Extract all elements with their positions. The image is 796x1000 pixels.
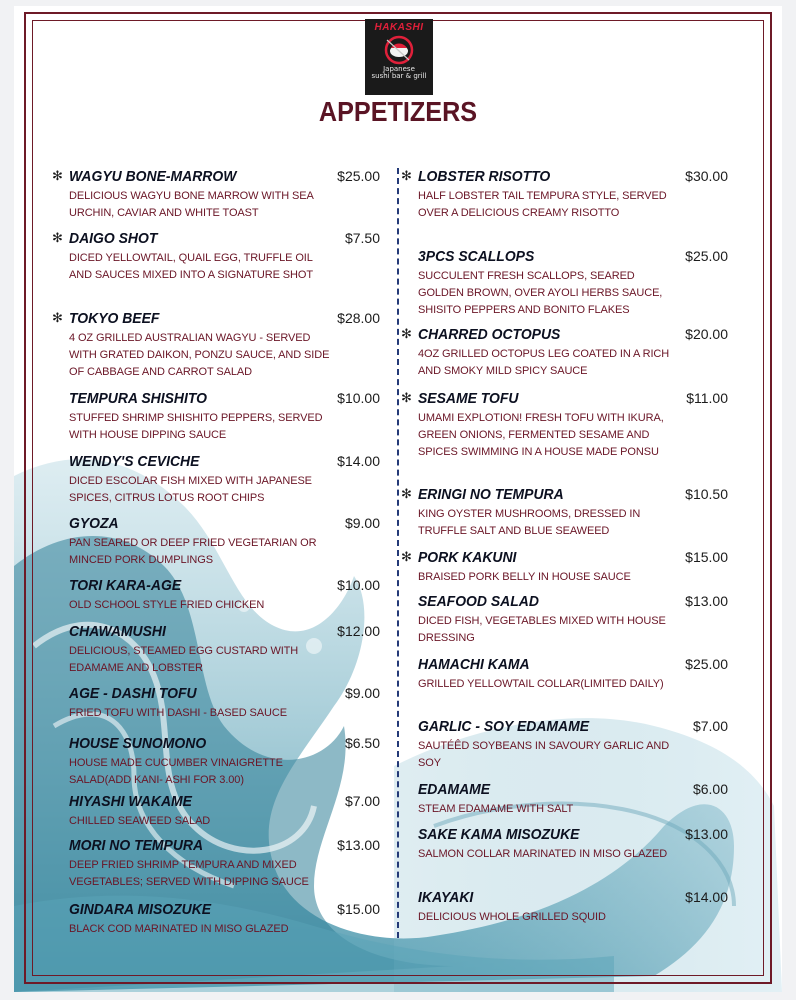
menu-item-description: SUCCULENT FRESH SCALLOPS, SEARED GOLDEN BROWN, OVER AYOLI HERBS SAUCE, SHISITO PEPPERS AND BONITO FLAKES bbox=[418, 270, 663, 316]
menu-item-name: DAIGO SHOT bbox=[69, 230, 158, 247]
menu-item-name: SEAFOOD SALAD bbox=[418, 593, 539, 610]
menu-item-price: $15.00 bbox=[685, 549, 728, 565]
menu-item-price: $25.00 bbox=[685, 248, 728, 264]
menu-item-description: BLACK COD MARINATED IN MISO GLAZED bbox=[69, 923, 289, 935]
menu-item-name: CHARRED OCTOPUS bbox=[418, 326, 561, 343]
menu-item-price: $25.00 bbox=[685, 656, 728, 672]
menu-item-name: HIYASHI WAKAME bbox=[69, 793, 192, 810]
menu-item-price: $10.00 bbox=[337, 577, 380, 593]
menu-item-name: TORI KARA-AGE bbox=[69, 577, 182, 594]
menu-item-name: WAGYU BONE-MARROW bbox=[69, 168, 237, 185]
logo-subtitle-1: Japanese bbox=[383, 65, 415, 73]
menu-item-description: STEAM EDAMAME WITH SALT bbox=[418, 803, 574, 815]
menu-item-description: 4OZ GRILLED OCTOPUS LEG COATED IN A RICH AND SMOKY MILD SPICY SAUCE bbox=[418, 348, 670, 377]
menu-item-description: DEEP FRIED SHRIMP TEMPURA AND MIXED VEGETABLES; SERVED WITH DIPPING SAUCE bbox=[69, 859, 309, 888]
menu-item-price: $9.00 bbox=[344, 515, 380, 531]
menu-item-description: GRILLED YELLOWTAIL COLLAR(LIMITED DAILY) bbox=[418, 678, 664, 690]
menu-item-name: IKAYAKI bbox=[418, 889, 474, 906]
menu-item-name: TEMPURA SHISHITO bbox=[69, 390, 207, 407]
menu-item-price: $10.50 bbox=[685, 486, 728, 502]
asterisk-star-icon: ✻ bbox=[401, 550, 412, 565]
menu-item-description: 4 OZ GRILLED AUSTRALIAN WAGYU - SERVED WITH GRATED DAIKON, PONZU SAUCE, AND SIDE OF CABBAGE AND CARROT SALAD bbox=[69, 332, 330, 378]
menu-item-price: $13.00 bbox=[685, 826, 728, 842]
menu-item-name: GINDARA MISOZUKE bbox=[69, 901, 212, 918]
menu-item-description: DICED ESCOLAR FISH MIXED WITH JAPANESE SPICES, CITRUS LOTUS ROOT CHIPS bbox=[69, 475, 312, 504]
menu-item-price: $20.00 bbox=[685, 326, 728, 342]
menu-item-name: SESAME TOFU bbox=[418, 390, 519, 407]
menu-item-description: KING OYSTER MUSHROOMS, DRESSED IN TRUFFLE SALT AND BLUE SEAWEED bbox=[418, 508, 641, 537]
asterisk-star-icon: ✻ bbox=[52, 311, 63, 326]
menu-item-description: HALF LOBSTER TAIL TEMPURA STYLE, SERVED OVER A DELICIOUS CREAMY RISOTTO bbox=[418, 190, 667, 219]
menu-item-description: CHILLED SEAWEED SALAD bbox=[69, 815, 211, 827]
menu-item-description: DICED YELLOWTAIL, QUAIL EGG, TRUFFLE OIL AND SAUCES MIXED INTO A SIGNATURE SHOT bbox=[69, 252, 313, 281]
menu-item-description: OLD SCHOOL STYLE FRIED CHICKEN bbox=[69, 599, 265, 611]
menu-item-price: $13.00 bbox=[685, 593, 728, 609]
menu-item-description: SAUTÉÊD SOYBEANS IN SAVOURY GARLIC AND SOY bbox=[418, 740, 670, 769]
menu-item-name: TOKYO BEEF bbox=[69, 310, 160, 327]
menu-item-description: SALMON COLLAR MARINATED IN MISO GLAZED bbox=[418, 848, 668, 860]
menu-item-price: $10.00 bbox=[337, 390, 380, 406]
menu-item-price: $28.00 bbox=[337, 310, 380, 326]
menu-page bbox=[14, 6, 782, 992]
asterisk-star-icon: ✻ bbox=[52, 231, 63, 246]
menu-item-name: GARLIC - SOY EDAMAME bbox=[418, 718, 590, 735]
menu-item-name: MORI NO TEMPURA bbox=[69, 837, 204, 854]
menu-item-price: $12.00 bbox=[337, 623, 380, 639]
menu-item-price: $14.00 bbox=[337, 453, 380, 469]
asterisk-star-icon: ✻ bbox=[401, 169, 412, 184]
menu-item-name: SAKE KAMA MISOZUKE bbox=[418, 826, 580, 843]
menu-item-name: WENDY'S CEVICHE bbox=[69, 453, 200, 470]
menu-item-description: DELICIOUS WAGYU BONE MARROW WITH SEA URCHIN, CAVIAR AND WHITE TOAST bbox=[69, 190, 314, 219]
menu-item-name: GYOZA bbox=[69, 515, 119, 532]
menu-item-name: LOBSTER RISOTTO bbox=[418, 168, 551, 185]
menu-item-description: HOUSE MADE CUCUMBER VINAIGRETTE SALAD(ADD KANI- ASHI FOR 3.00) bbox=[69, 757, 283, 786]
logo-brand: HAKASHI bbox=[374, 22, 424, 33]
menu-item-description: DICED FISH, VEGETABLES MIXED WITH HOUSE DRESSING bbox=[418, 615, 666, 644]
menu-item-price: $14.00 bbox=[685, 889, 728, 905]
menu-item-description: DELICIOUS, STEAMED EGG CUSTARD WITH EDAMAME AND LOBSTER bbox=[69, 645, 299, 674]
menu-item-description: PAN SEARED OR DEEP FRIED VEGETARIAN OR MINCED PORK DUMPLINGS bbox=[69, 537, 317, 566]
menu-item-name: PORK KAKUNI bbox=[418, 549, 517, 566]
asterisk-star-icon: ✻ bbox=[401, 327, 412, 342]
menu-item-price: $15.00 bbox=[337, 901, 380, 917]
menu-item-price: $6.50 bbox=[344, 735, 380, 751]
menu-item-price: $13.00 bbox=[337, 837, 380, 853]
menu-item-name: AGE - DASHI TOFU bbox=[69, 685, 197, 702]
logo-subtitle-2: sushi bar & grill bbox=[371, 72, 427, 80]
menu-item-name: HOUSE SUNOMONO bbox=[69, 735, 207, 752]
menu-item-price: $9.00 bbox=[344, 685, 380, 701]
menu-item-name: ERINGI NO TEMPURA bbox=[418, 486, 564, 503]
restaurant-logo bbox=[365, 19, 433, 95]
menu-item-price: $6.00 bbox=[692, 781, 728, 797]
menu-item-name: CHAWAMUSHI bbox=[69, 623, 166, 640]
page-title: APPETIZERS bbox=[318, 96, 478, 127]
menu-item-name: EDAMAME bbox=[418, 781, 491, 798]
menu-item-name: 3PCS SCALLOPS bbox=[418, 248, 535, 265]
menu-item-price: $25.00 bbox=[337, 168, 380, 184]
menu-item-price: $7.00 bbox=[692, 718, 728, 734]
menu-item-price: $30.00 bbox=[685, 168, 728, 184]
menu-item-price: $7.50 bbox=[344, 230, 380, 246]
asterisk-star-icon: ✻ bbox=[401, 487, 412, 502]
menu-item-price: $7.00 bbox=[344, 793, 380, 809]
menu-item-price: $11.00 bbox=[686, 390, 728, 406]
menu-item-description: DELICIOUS WHOLE GRILLED SQUID bbox=[418, 911, 606, 923]
menu-item-description: FRIED TOFU WITH DASHI - BASED SAUCE bbox=[69, 707, 287, 719]
asterisk-star-icon: ✻ bbox=[52, 169, 63, 184]
column-divider bbox=[397, 168, 399, 938]
menu-item-description: UMAMI EXPLOTION! FRESH TOFU WITH IKURA, GREEN ONIONS, FERMENTED SESAME AND SPICES SWIMMING IN A HOUSE MADE PONSU bbox=[418, 412, 664, 458]
menu-item-description: STUFFED SHRIMP SHISHITO PEPPERS, SERVED WITH HOUSE DIPPING SAUCE bbox=[69, 412, 323, 441]
menu-item-name: HAMACHI KAMA bbox=[418, 656, 530, 673]
menu-item-description: BRAISED PORK BELLY IN HOUSE SAUCE bbox=[418, 571, 631, 583]
asterisk-star-icon: ✻ bbox=[401, 391, 412, 406]
sushi-logo-icon bbox=[379, 34, 419, 66]
